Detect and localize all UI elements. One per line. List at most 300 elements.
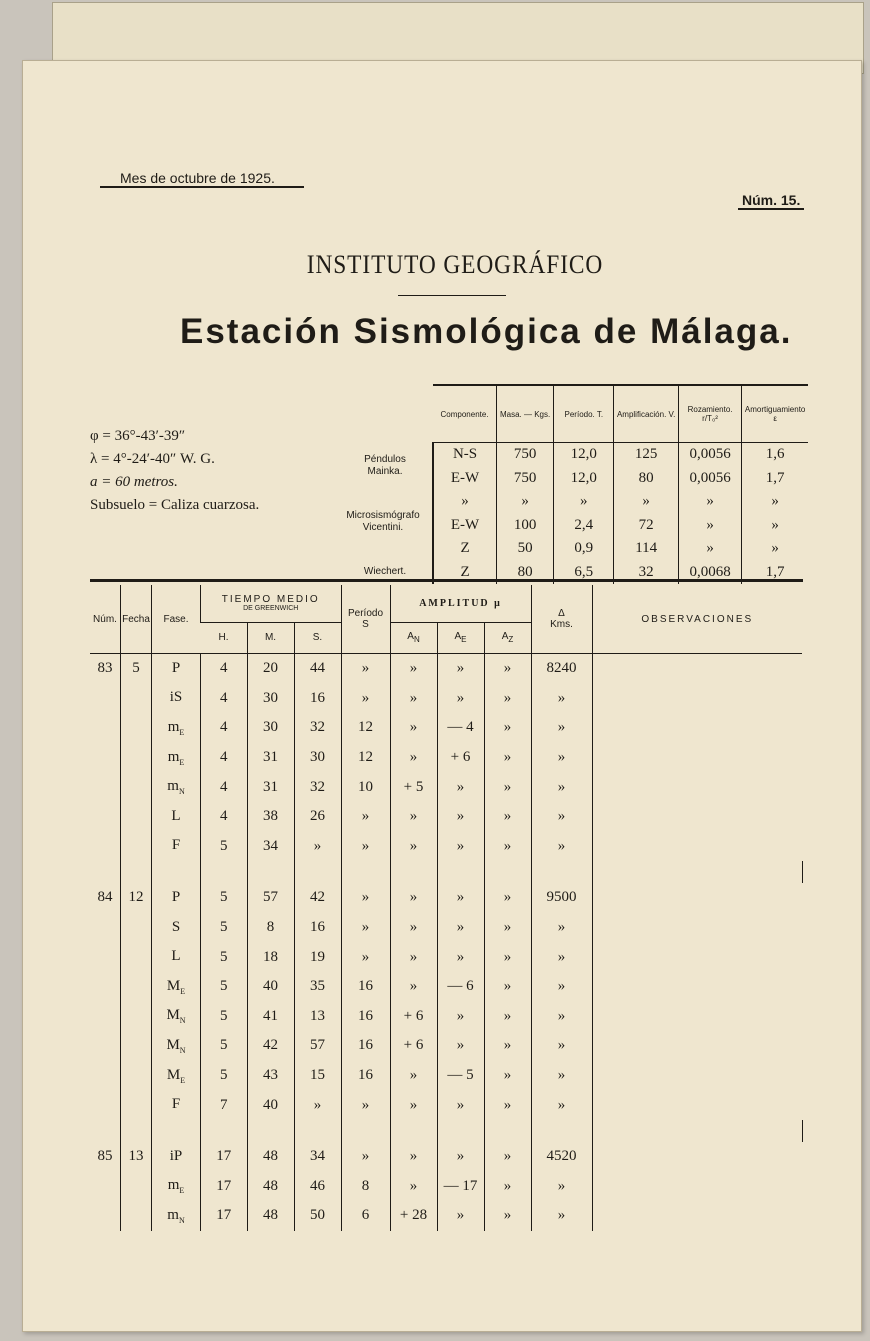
cell-h: 4 bbox=[201, 713, 248, 743]
instrument-cell-t: 2,4 bbox=[554, 514, 614, 538]
cell-m: 30 bbox=[247, 713, 294, 743]
empty-cell bbox=[437, 1120, 484, 1142]
header-amp-z bbox=[484, 622, 531, 653]
header-phase: Fase. bbox=[152, 585, 201, 654]
table-row bbox=[90, 942, 803, 972]
cell-f bbox=[121, 713, 152, 743]
table-row bbox=[90, 772, 803, 802]
cell-t: » bbox=[341, 1142, 390, 1172]
cell-d: » bbox=[531, 1201, 592, 1231]
phase-subscript: E bbox=[179, 727, 185, 737]
cell-n bbox=[90, 684, 121, 714]
cell-p bbox=[152, 942, 201, 972]
cell-h: 4 bbox=[201, 684, 248, 714]
cell-n bbox=[90, 832, 121, 862]
cell-p bbox=[152, 913, 201, 943]
header-amp-e-label: A bbox=[454, 631, 462, 643]
empty-cell bbox=[152, 861, 201, 883]
instrument-group-vicentini: Microsismógrafo Vicentini. bbox=[346, 510, 420, 533]
cell-s: 32 bbox=[294, 772, 341, 802]
instrument-cell-c: » bbox=[433, 490, 497, 514]
cell-p bbox=[152, 1002, 201, 1032]
cell-az: » bbox=[484, 832, 531, 862]
phase-label: iS bbox=[169, 689, 183, 706]
empty-cell bbox=[484, 861, 531, 883]
cell-d: 9500 bbox=[531, 883, 592, 913]
cell-t: » bbox=[341, 654, 390, 684]
cell-ae: — 17 bbox=[437, 1172, 484, 1202]
cell-observations bbox=[592, 1201, 802, 1231]
phase-subscript: N bbox=[179, 1045, 186, 1055]
cell-observations bbox=[592, 883, 802, 913]
cell-m: 48 bbox=[247, 1172, 294, 1202]
empty-cell bbox=[390, 1120, 437, 1142]
cell-observations bbox=[592, 1002, 802, 1032]
cell-t: » bbox=[341, 832, 390, 862]
header-amp-n bbox=[390, 622, 437, 653]
cell-p bbox=[152, 832, 201, 862]
cell-s: 16 bbox=[294, 684, 341, 714]
header-seconds: S. bbox=[294, 622, 341, 653]
cell-s: 16 bbox=[294, 913, 341, 943]
cell-f bbox=[121, 1002, 152, 1032]
cell-m: 34 bbox=[247, 832, 294, 862]
cell-s: 50 bbox=[294, 1201, 341, 1231]
station-title: Estación Sismológica de Málaga. bbox=[180, 312, 793, 351]
cell-p bbox=[152, 1142, 201, 1172]
cell-t: » bbox=[341, 1090, 390, 1120]
instrument-cell-e: 1,7 bbox=[742, 561, 808, 585]
table-row bbox=[90, 802, 803, 832]
phase-label: m bbox=[167, 1177, 180, 1194]
header-time-title: TIEMPO MEDIO bbox=[221, 594, 320, 606]
empty-cell bbox=[294, 861, 341, 883]
table-row bbox=[90, 972, 803, 1002]
table-row bbox=[90, 743, 803, 773]
table-row bbox=[90, 913, 803, 943]
empty-cell bbox=[592, 1120, 802, 1142]
instrument-cell-r: » bbox=[678, 490, 741, 514]
cell-an: » bbox=[390, 1172, 437, 1202]
cell-f bbox=[121, 1201, 152, 1231]
instrument-cell-t: 6,5 bbox=[554, 561, 614, 585]
header-mass: Masa. — Kgs. bbox=[497, 385, 554, 443]
cell-f bbox=[121, 1061, 152, 1091]
empty-cell bbox=[152, 1120, 201, 1142]
phase-label: F bbox=[171, 1096, 181, 1113]
cell-t: 12 bbox=[341, 713, 390, 743]
cell-p bbox=[152, 883, 201, 913]
cell-az: » bbox=[484, 972, 531, 1002]
table-row bbox=[90, 1201, 803, 1231]
instrument-row bbox=[433, 443, 808, 467]
instrument-cell-m: 80 bbox=[497, 561, 554, 585]
cell-d: 8240 bbox=[531, 654, 592, 684]
cell-an: » bbox=[390, 713, 437, 743]
cell-ae: — 6 bbox=[437, 972, 484, 1002]
cell-observations bbox=[592, 1090, 802, 1120]
table-row bbox=[90, 654, 803, 684]
instrument-cell-e: » bbox=[742, 537, 808, 561]
cell-d: » bbox=[531, 972, 592, 1002]
cell-h: 5 bbox=[201, 972, 248, 1002]
station-coordinates bbox=[90, 425, 259, 517]
empty-cell bbox=[390, 861, 437, 883]
cell-observations bbox=[592, 802, 802, 832]
cell-p bbox=[152, 654, 201, 684]
cell-d: » bbox=[531, 772, 592, 802]
empty-cell bbox=[247, 861, 294, 883]
cell-d: » bbox=[531, 713, 592, 743]
cell-m: 38 bbox=[247, 802, 294, 832]
cell-ae: » bbox=[437, 1090, 484, 1120]
empty-cell bbox=[201, 861, 248, 883]
instrument-row bbox=[433, 467, 808, 491]
phase-label: m bbox=[167, 778, 179, 795]
empty-cell bbox=[341, 861, 390, 883]
cell-observations bbox=[592, 1061, 802, 1091]
cell-t: 16 bbox=[341, 1031, 390, 1061]
cell-ae: » bbox=[437, 913, 484, 943]
subsoil: Subsuelo = Caliza cuarzosa. bbox=[90, 497, 260, 513]
cell-observations bbox=[592, 913, 802, 943]
cell-d: » bbox=[531, 684, 592, 714]
header-minutes: M. bbox=[247, 622, 294, 653]
phase-label: M bbox=[166, 1007, 180, 1024]
phase-label: L bbox=[171, 948, 181, 965]
cell-s: 26 bbox=[294, 802, 341, 832]
observations-table bbox=[90, 585, 803, 1231]
cell-n bbox=[90, 1002, 121, 1032]
cell-h: 5 bbox=[201, 1061, 248, 1091]
header-period-label: Período bbox=[347, 608, 384, 619]
altitude: a = 60 metros. bbox=[90, 474, 178, 490]
cell-ae: » bbox=[437, 942, 484, 972]
cell-t: 10 bbox=[341, 772, 390, 802]
cell-n: 83 bbox=[97, 660, 113, 677]
cell-d: » bbox=[531, 913, 592, 943]
instrument-cell-t: 12,0 bbox=[554, 467, 614, 491]
instrument-cell-m: 750 bbox=[497, 467, 554, 491]
cell-az: » bbox=[484, 772, 531, 802]
cell-h: 5 bbox=[201, 942, 248, 972]
cell-s: 15 bbox=[294, 1061, 341, 1091]
header-period: Período. T. bbox=[554, 385, 614, 443]
empty-cell bbox=[802, 861, 803, 883]
empty-cell bbox=[531, 861, 592, 883]
cell-t: 16 bbox=[341, 1061, 390, 1091]
header-amplification: Amplificación. V. bbox=[614, 385, 678, 443]
cell-h: 4 bbox=[201, 743, 248, 773]
phase-label: M bbox=[166, 977, 181, 994]
header-amplitude: AMPLITUD μ bbox=[390, 585, 531, 622]
cell-h: 5 bbox=[201, 913, 248, 943]
cell-p bbox=[152, 1061, 201, 1091]
empty-cell bbox=[201, 1120, 248, 1142]
cell-az: » bbox=[484, 1142, 531, 1172]
cell-d: » bbox=[531, 1061, 592, 1091]
cell-observations bbox=[592, 684, 802, 714]
cell-d: » bbox=[531, 1090, 592, 1120]
cell-t: » bbox=[341, 684, 390, 714]
cell-az: » bbox=[484, 913, 531, 943]
cell-an: + 6 bbox=[390, 1031, 437, 1061]
phase-subscript: E bbox=[179, 1186, 185, 1196]
cell-d: » bbox=[531, 743, 592, 773]
cell-n bbox=[90, 942, 121, 972]
cell-ae: » bbox=[437, 802, 484, 832]
cell-p bbox=[152, 1031, 201, 1061]
table-row bbox=[90, 832, 803, 862]
cell-h: 17 bbox=[201, 1142, 248, 1172]
header-delta: Δ bbox=[558, 608, 565, 619]
cell-m: 31 bbox=[247, 743, 294, 773]
instrument-cell-r: » bbox=[678, 514, 741, 538]
cell-m: 40 bbox=[247, 1090, 294, 1120]
cell-s: » bbox=[294, 1090, 341, 1120]
bulletin-number: Núm. 15. bbox=[738, 192, 804, 210]
cell-s: 30 bbox=[294, 743, 341, 773]
cell-h: 17 bbox=[201, 1172, 248, 1202]
latitude: φ = 36°-43′-39″ bbox=[90, 428, 186, 444]
header-date: Fecha bbox=[121, 585, 152, 654]
phase-subscript: E bbox=[180, 1075, 186, 1085]
cell-d: » bbox=[531, 942, 592, 972]
header-kms: Kms. bbox=[550, 619, 573, 630]
instrument-cell-m: 750 bbox=[497, 443, 554, 467]
header-period bbox=[341, 585, 390, 654]
cell-n: 84 bbox=[97, 889, 113, 906]
cell-an: » bbox=[390, 883, 437, 913]
cell-m: 31 bbox=[247, 772, 294, 802]
cell-observations bbox=[592, 942, 802, 972]
instrument-cell-r: » bbox=[678, 537, 741, 561]
header-amp-n-sub: N bbox=[413, 635, 420, 645]
cell-an: » bbox=[390, 1142, 437, 1172]
instrument-cell-t: 12,0 bbox=[554, 443, 614, 467]
cell-observations bbox=[592, 772, 802, 802]
cell-m: 48 bbox=[247, 1142, 294, 1172]
empty-cell bbox=[531, 1120, 592, 1142]
cell-observations bbox=[592, 1172, 802, 1202]
cell-an: » bbox=[390, 654, 437, 684]
cell-az: » bbox=[484, 654, 531, 684]
cell-az: » bbox=[484, 942, 531, 972]
cell-t: » bbox=[341, 802, 390, 832]
table-row bbox=[90, 1172, 803, 1202]
instrument-cell-v: » bbox=[614, 490, 678, 514]
cell-n bbox=[90, 1061, 121, 1091]
cell-az: » bbox=[484, 1172, 531, 1202]
cell-observations bbox=[592, 743, 802, 773]
cell-az: » bbox=[484, 713, 531, 743]
instrument-cell-r: 0,0056 bbox=[678, 467, 741, 491]
cell-f bbox=[121, 802, 152, 832]
phase-label: M bbox=[166, 1036, 180, 1053]
cell-n bbox=[90, 772, 121, 802]
cell-observations bbox=[592, 654, 802, 684]
instrument-table bbox=[432, 384, 808, 584]
cell-s: 44 bbox=[294, 654, 341, 684]
cell-f bbox=[121, 972, 152, 1002]
instrument-cell-e: » bbox=[742, 514, 808, 538]
cell-observations bbox=[592, 832, 802, 862]
instrument-cell-v: 114 bbox=[614, 537, 678, 561]
instrument-cell-v: 80 bbox=[614, 467, 678, 491]
header-num: Núm. bbox=[90, 585, 121, 654]
cell-ae: » bbox=[437, 1002, 484, 1032]
cell-an: » bbox=[390, 972, 437, 1002]
cell-d: 4520 bbox=[531, 1142, 592, 1172]
instrument-row bbox=[433, 514, 808, 538]
month-label: Mes de octubre de 1925. bbox=[100, 170, 304, 188]
cell-az: » bbox=[484, 1031, 531, 1061]
table-row bbox=[90, 1142, 803, 1172]
phase-label: S bbox=[171, 918, 181, 935]
phase-subscript: E bbox=[179, 757, 185, 767]
cell-f bbox=[121, 913, 152, 943]
cell-s: 32 bbox=[294, 713, 341, 743]
table-row bbox=[90, 1002, 803, 1032]
cell-an: » bbox=[390, 832, 437, 862]
cell-d: » bbox=[531, 1002, 592, 1032]
cell-an: » bbox=[390, 1061, 437, 1091]
instrument-group-mainka: Péndulos Mainka. bbox=[364, 454, 406, 477]
cell-t: 6 bbox=[341, 1201, 390, 1231]
cell-h: 7 bbox=[201, 1090, 248, 1120]
cell-ae: — 4 bbox=[437, 713, 484, 743]
instrument-cell-m: 100 bbox=[497, 514, 554, 538]
cell-m: 18 bbox=[247, 942, 294, 972]
cell-an: » bbox=[390, 743, 437, 773]
header-distance bbox=[531, 585, 592, 654]
cell-az: » bbox=[484, 1002, 531, 1032]
cell-n bbox=[90, 743, 121, 773]
empty-cell bbox=[437, 861, 484, 883]
cell-s: 35 bbox=[294, 972, 341, 1002]
cell-t: 16 bbox=[341, 972, 390, 1002]
table-row bbox=[90, 1031, 803, 1061]
cell-m: 57 bbox=[247, 883, 294, 913]
cell-p bbox=[152, 684, 201, 714]
header-amp-z-sub: Z bbox=[508, 635, 514, 645]
cell-h: 5 bbox=[201, 1002, 248, 1032]
table-row bbox=[90, 1061, 803, 1091]
cell-f bbox=[121, 942, 152, 972]
cell-ae: » bbox=[437, 1142, 484, 1172]
header-amp-e bbox=[437, 622, 484, 653]
instrument-row bbox=[433, 537, 808, 561]
cell-h: 4 bbox=[201, 802, 248, 832]
phase-label: M bbox=[166, 1066, 181, 1083]
cell-p bbox=[152, 972, 201, 1002]
cell-f bbox=[121, 1172, 152, 1202]
header-time-subtitle: DE GREENWICH bbox=[243, 605, 299, 613]
phase-subscript: N bbox=[179, 1016, 186, 1026]
instrument-cell-v: 125 bbox=[614, 443, 678, 467]
cell-f bbox=[121, 1031, 152, 1061]
cell-h: 4 bbox=[201, 654, 248, 684]
cell-d: » bbox=[531, 832, 592, 862]
header-component: Componente. bbox=[433, 385, 497, 443]
table-top-rule bbox=[90, 579, 803, 582]
instrument-group-wiechert: Wiechert. bbox=[363, 566, 407, 577]
table-row bbox=[90, 883, 803, 913]
cell-ae: » bbox=[437, 1201, 484, 1231]
instrument-header-row bbox=[433, 385, 808, 443]
cell-ae: » bbox=[437, 654, 484, 684]
cell-an: » bbox=[390, 802, 437, 832]
cell-ae: » bbox=[437, 772, 484, 802]
cell-an: » bbox=[390, 1090, 437, 1120]
cell-n bbox=[90, 1201, 121, 1231]
cell-observations bbox=[592, 1142, 802, 1172]
cell-h: 5 bbox=[201, 1031, 248, 1061]
instrument-row bbox=[433, 490, 808, 514]
instrument-cell-c: E-W bbox=[433, 514, 497, 538]
cell-az: » bbox=[484, 743, 531, 773]
cell-f bbox=[121, 772, 152, 802]
cell-t: » bbox=[341, 883, 390, 913]
cell-az: » bbox=[484, 1201, 531, 1231]
phase-label: P bbox=[171, 659, 181, 676]
cell-p bbox=[152, 743, 201, 773]
instrument-cell-r: 0,0068 bbox=[678, 561, 741, 585]
cell-observations bbox=[592, 1031, 802, 1061]
cell-p bbox=[152, 802, 201, 832]
cell-az: » bbox=[484, 883, 531, 913]
cell-n bbox=[90, 1172, 121, 1202]
instrument-cell-m: 50 bbox=[497, 537, 554, 561]
cell-m: 30 bbox=[247, 684, 294, 714]
instrument-cell-m: » bbox=[497, 490, 554, 514]
instrument-cell-e: 1,7 bbox=[742, 467, 808, 491]
cell-n bbox=[90, 972, 121, 1002]
phase-label: iP bbox=[169, 1147, 183, 1164]
cell-h: 17 bbox=[201, 1201, 248, 1231]
cell-az: » bbox=[484, 1061, 531, 1091]
header-friction: Rozamiento. r/T₀² bbox=[678, 385, 741, 443]
cell-t: 16 bbox=[341, 1002, 390, 1032]
cell-observations bbox=[592, 972, 802, 1002]
instrument-cell-c: Z bbox=[433, 561, 497, 585]
cell-s: 13 bbox=[294, 1002, 341, 1032]
empty-cell bbox=[802, 1120, 803, 1142]
cell-ae: » bbox=[437, 684, 484, 714]
cell-n bbox=[90, 1031, 121, 1061]
phase-label: m bbox=[167, 748, 180, 765]
cell-s: 19 bbox=[294, 942, 341, 972]
header-hours: H. bbox=[201, 622, 248, 653]
cell-t: 12 bbox=[341, 743, 390, 773]
cell-f: 5 bbox=[121, 654, 152, 684]
cell-ae: » bbox=[437, 1031, 484, 1061]
cell-m: 8 bbox=[247, 913, 294, 943]
cell-an: » bbox=[390, 913, 437, 943]
cell-p bbox=[152, 1201, 201, 1231]
phase-label: L bbox=[171, 807, 181, 824]
cell-t: » bbox=[341, 942, 390, 972]
phase-subscript: N bbox=[178, 787, 185, 797]
cell-an: » bbox=[390, 942, 437, 972]
cell-d: » bbox=[531, 1031, 592, 1061]
table-row bbox=[90, 684, 803, 714]
cell-s: 42 bbox=[294, 883, 341, 913]
cell-p bbox=[152, 1172, 201, 1202]
cell-an: + 5 bbox=[390, 772, 437, 802]
cell-m: 43 bbox=[247, 1061, 294, 1091]
cell-s: » bbox=[294, 832, 341, 862]
